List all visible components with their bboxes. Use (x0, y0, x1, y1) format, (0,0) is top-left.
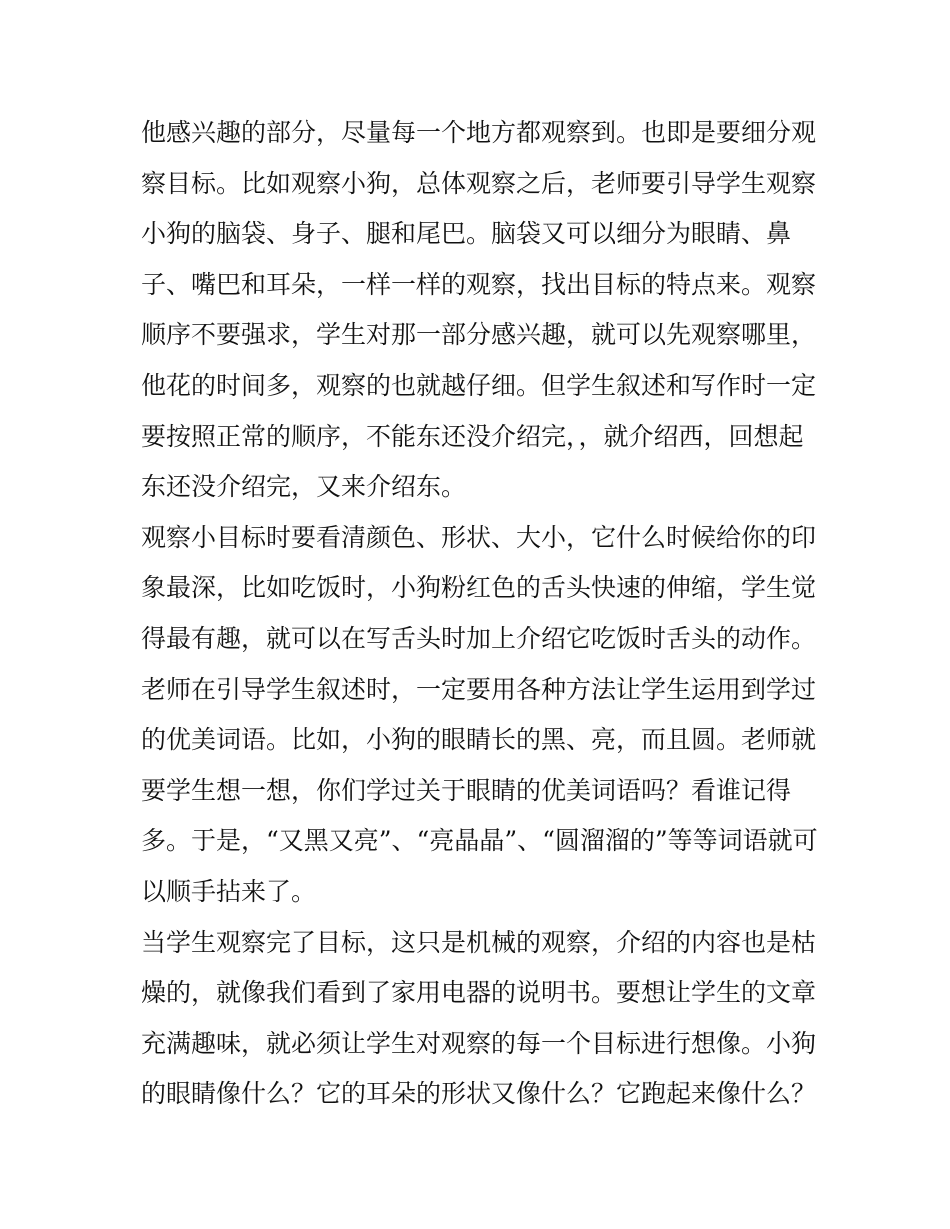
text-line: 多。于是，“又黑又亮”、“亮晶晶”、“圆溜溜的”等等词语就可 (141, 826, 818, 856)
text-line: 他感兴趣的部分，尽量每一个地方都观察到。也即是要细分观 (141, 118, 817, 147)
text-line: 小狗的脑袋、身子、腿和尾巴。脑袋又可以细分为眼睛、鼻 (141, 219, 792, 249)
text-line: 老师在引导学生叙述时，一定要用各种方法让学生运用到学过 (141, 674, 817, 704)
text-line: 要按照正常的顺序，不能东还没介绍完，，就介绍西，回想起 (141, 421, 804, 451)
body-text (141, 108, 821, 1120)
text-line: 要学生想一想，你们学过关于眼睛的优美词语吗？看谁记得 (141, 775, 792, 805)
text-line: 当学生观察完了目标，这只是机械的观察，介绍的内容也是枯 (141, 927, 817, 957)
text-line: 子、嘴巴和耳朵，一样一样的观察，找出目标的特点来。观察 (141, 269, 817, 299)
text-line: 以顺手拈来了。 (141, 876, 317, 906)
text-line: 充满趣味，就必须让学生对观察的每一个目标进行想像。小狗 (141, 1028, 817, 1058)
text-line: 燥的，就像我们看到了家用电器的说明书。要想让学生的文章 (141, 978, 817, 1008)
text-line: 他花的时间多，观察的也就越仔细。但学生叙述和写作时一定 (141, 370, 817, 400)
text-line: 象最深，比如吃饭时，小狗粉红色的舌头快速的伸缩，学生觉 (141, 573, 817, 603)
text-line: 东还没介绍完，又来介绍东。 (141, 472, 467, 502)
text-line: 顺序不要强求，学生对那一部分感兴趣，就可以先观察哪里， (141, 320, 817, 350)
text-line: 得最有趣，就可以在写舌头时加上介绍它吃饭时舌头的动作。 (141, 623, 817, 653)
text-line: 观察小目标时要看清颜色、形状、大小，它什么时候给你的印 (141, 522, 817, 552)
text-line: 的优美词语。比如，小狗的眼睛长的黑、亮，而且圆。老师就 (141, 725, 817, 755)
text-line: 的眼睛像什么？它的耳朵的形状又像什么？它跑起来像什么？ (141, 1079, 817, 1109)
text-line: 察目标。比如观察小狗，总体观察之后，老师要引导学生观察 (141, 168, 817, 198)
